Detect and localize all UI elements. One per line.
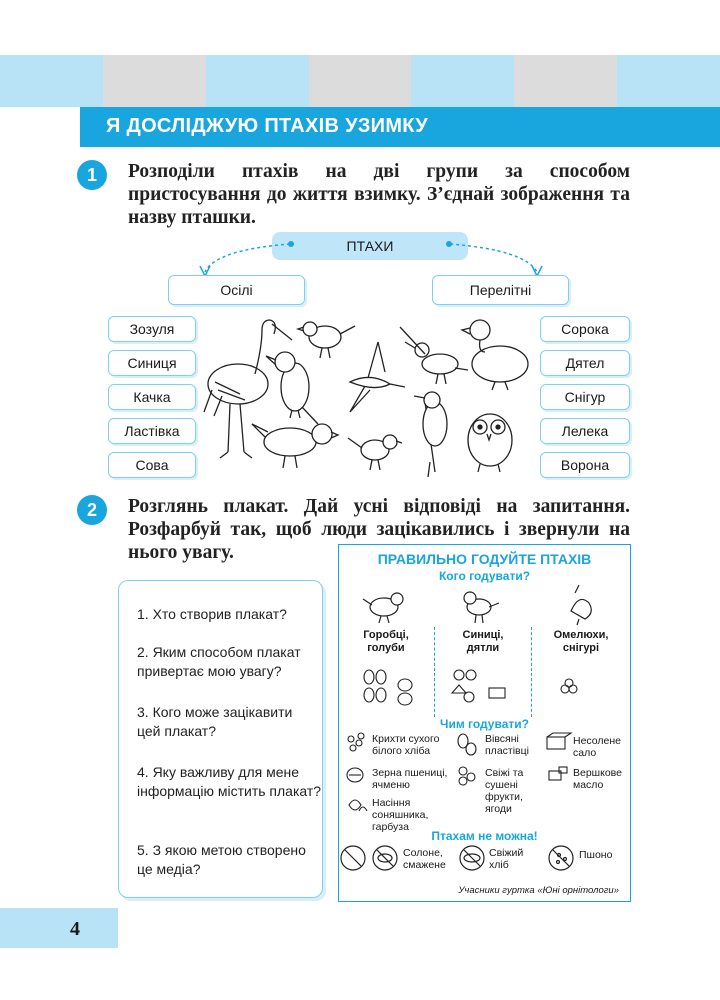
- bullfinch-icon: [252, 424, 338, 468]
- bird-name: Сорока: [561, 321, 609, 337]
- questions-box: [118, 580, 323, 898]
- bird-name-box[interactable]: [108, 316, 196, 342]
- task1-instructions: Розподіли птахів на дві групи за способом пристосування до життя взимку. З’єднай зображення та назву пташки.: [128, 161, 630, 228]
- swallow-icon: [350, 342, 405, 412]
- feeding-poster: [338, 544, 631, 902]
- question-item: 5. З якою метою створено це медіа?: [137, 842, 306, 877]
- bird-name: Качка: [133, 389, 171, 405]
- task2-instructions-text: Розглянь плакат. Дай усні відповіді на запитання. Розфарбуй так, щоб люди зацікавились і звернули на нього увагу.: [128, 496, 630, 563]
- bird-name: Ворона: [560, 457, 610, 473]
- butter-icon: [549, 767, 567, 780]
- bird-name: Лелека: [561, 423, 609, 439]
- grain-icon: [347, 768, 363, 782]
- food-fruits: Свіжі та сушені фрукти, ягоди: [485, 767, 524, 815]
- forbidden-millet: Пшоно: [579, 849, 613, 861]
- page-number: 4: [70, 918, 80, 940]
- magpie-icon: [400, 327, 468, 384]
- question-item: 1. Хто створив плакат?: [137, 606, 287, 622]
- fruit-icon: [452, 670, 505, 702]
- bird-name-box[interactable]: [108, 418, 196, 444]
- group-migratory-label: Перелітні: [469, 282, 532, 298]
- food-grain: Зерна пшениці, ячменю: [372, 767, 448, 791]
- food-lard: Несолене сало: [573, 735, 622, 759]
- poster-what-heading: Чим годувати?: [440, 717, 529, 731]
- poster-who-heading: Кого годувати?: [438, 569, 531, 583]
- poster-title: ПРАВИЛЬНО ГОДУЙТЕ ПТАХІВ: [377, 551, 592, 567]
- who-sparrows: Горобці, голуби: [363, 629, 409, 654]
- poster-birds: [339, 583, 632, 627]
- bird-illustrations: [200, 312, 540, 482]
- task2-number-badge: 2: [77, 495, 107, 525]
- page-number-tab: [0, 908, 118, 948]
- bird-name-box[interactable]: [540, 418, 630, 444]
- owl-icon: [468, 414, 512, 472]
- group-arrows: [0, 0, 720, 320]
- tit-icon: [464, 592, 499, 623]
- page-title: Я ДОСЛІДЖУЮ ПТАХІВ УЗИМКУ: [106, 115, 429, 137]
- task1-number-badge: 1: [77, 160, 107, 190]
- no-bread-icon: [460, 846, 484, 870]
- sparrow-icon: [363, 593, 403, 623]
- no-millet-icon: [549, 846, 573, 870]
- no-salt-icon: [341, 846, 365, 870]
- group-migratory[interactable]: [432, 275, 569, 305]
- bird-name: Ластівка: [124, 423, 180, 439]
- sparrow-icon: [298, 322, 355, 358]
- duck-icon: [462, 320, 528, 390]
- bird-name-box[interactable]: [108, 452, 196, 478]
- food-sunflower-seeds: Насіння соняшника, гарбуза: [372, 797, 429, 833]
- bird-name-box[interactable]: [540, 316, 630, 342]
- group-resident-label: Осілі: [220, 282, 253, 298]
- sunflower-seeds-icon: [349, 800, 367, 811]
- no-fried-icon: [373, 846, 397, 870]
- fruits-icon: [459, 767, 475, 785]
- who-waxwings: Омелюхи, снігурі: [553, 629, 609, 654]
- food-oat-flakes: Вівсяні пластівці: [485, 733, 529, 757]
- bird-name-box[interactable]: [108, 350, 196, 376]
- bird-name: Снігур: [564, 389, 606, 405]
- poster-food-icons: [339, 663, 632, 713]
- bird-name: Зозуля: [129, 321, 175, 337]
- bird-name-box[interactable]: [540, 350, 630, 376]
- bird-name: Сова: [135, 457, 169, 473]
- forbidden-salted-fried: Солоне, смажене: [403, 847, 446, 871]
- woodpecker-icon: [414, 392, 447, 477]
- oats-icon: [458, 734, 476, 755]
- crumbs-icon: [348, 733, 364, 751]
- crow-icon: [266, 352, 318, 424]
- berries-icon: [561, 679, 577, 693]
- group-resident[interactable]: [168, 275, 305, 305]
- seeds-icon: [364, 670, 412, 705]
- bird-name-box[interactable]: [108, 384, 196, 410]
- who-tits: Синиці, дятли: [462, 629, 504, 654]
- lard-icon: [547, 733, 571, 749]
- bird-name-box[interactable]: [540, 452, 630, 478]
- food-butter: Вершкове масло: [573, 767, 622, 791]
- poster-forbidden-heading: Птахам не можна!: [431, 829, 538, 843]
- tit-icon: [348, 435, 402, 470]
- bird-name-box[interactable]: [540, 384, 630, 410]
- bird-name: Дятел: [565, 355, 605, 371]
- forbidden-fresh-bread: Свіжий хліб: [489, 847, 524, 871]
- question-item: 2. Яким способом плакат привертає мою увагу?: [137, 644, 301, 679]
- question-item: 4. Яку важливу для мене інформацію містить плакат?: [137, 764, 322, 799]
- waxwing-icon: [571, 585, 591, 625]
- food-bread-crumbs: Крихти сухого білого хліба: [372, 733, 440, 757]
- bird-name: Синиця: [127, 355, 177, 371]
- birds-category-text: ПТАХИ: [346, 238, 394, 254]
- poster-credit: Учасники гуртка «Юні орнітологи»: [458, 885, 619, 896]
- question-item: 3. Кого може зацікавити цей плакат?: [137, 704, 293, 739]
